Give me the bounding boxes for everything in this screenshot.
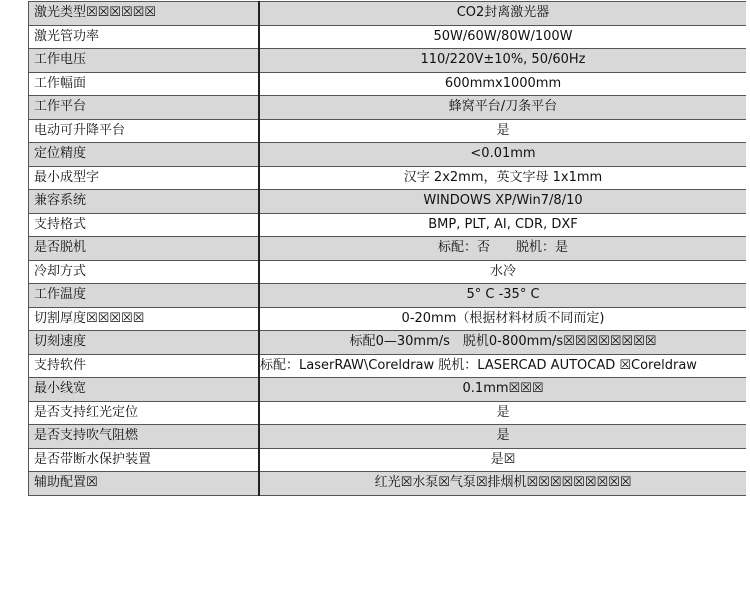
table-row — [29, 166, 747, 190]
table-row — [29, 213, 747, 237]
row-value: 标配：否 脱机：是 — [259, 237, 746, 261]
table-row — [29, 284, 747, 308]
table-row — [29, 96, 747, 120]
row-label: 激光类型☒☒☒☒☒☒ — [29, 2, 260, 26]
row-label: 电动可升降平台 — [29, 119, 260, 143]
table-row — [29, 119, 747, 143]
table-row — [29, 237, 747, 261]
row-label: 最小线宽 — [29, 378, 260, 402]
table-row — [29, 25, 747, 49]
row-label: 工作幅面 — [29, 72, 260, 96]
row-value: CO2封离激光器 — [259, 2, 746, 26]
row-value: 600mmx1000mm — [259, 72, 746, 96]
row-value: 水冷 — [259, 260, 746, 284]
row-value: 5° C -35° C — [259, 284, 746, 308]
row-value: 蜂窝平台/刀条平台 — [259, 96, 746, 120]
row-label: 切割厚度☒☒☒☒☒ — [29, 307, 260, 331]
row-value: <0.01mm — [259, 143, 746, 167]
table-row — [29, 425, 747, 449]
table-row — [29, 448, 747, 472]
row-label: 工作平台 — [29, 96, 260, 120]
table-row — [29, 331, 747, 355]
table-row — [29, 143, 747, 167]
row-value: 是 — [259, 119, 746, 143]
row-label: 最小成型字 — [29, 166, 260, 190]
row-label: 定位精度 — [29, 143, 260, 167]
row-value: BMP, PLT, AI, CDR, DXF — [259, 213, 746, 237]
row-value: 红光☒水泵☒气泵☒排烟机☒☒☒☒☒☒☒☒☒ — [259, 472, 746, 496]
table-row — [29, 2, 747, 26]
row-label: 激光管功率 — [29, 25, 260, 49]
table-row — [29, 401, 747, 425]
table-row — [29, 190, 747, 214]
spec-table — [28, 1, 746, 496]
row-value: 0.1mm☒☒☒ — [259, 378, 746, 402]
row-value: 110/220V±10%, 50/60Hz — [259, 49, 746, 73]
row-label: 支持格式 — [29, 213, 260, 237]
row-value: 标配0—30mm/s 脱机0-800mm/s☒☒☒☒☒☒☒☒ — [259, 331, 746, 355]
table-row — [29, 72, 747, 96]
row-value: 50W/60W/80W/100W — [259, 25, 746, 49]
row-value: WINDOWS XP/Win7/8/10 — [259, 190, 746, 214]
row-label: 是否支持红光定位 — [29, 401, 260, 425]
row-value: 标配：LaserRAW\Coreldraw 脱机：LASERCAD AUTOCAD ☒Coreldraw — [259, 354, 746, 378]
table-row — [29, 307, 747, 331]
row-label: 兼容系统 — [29, 190, 260, 214]
row-value: 0-20mm（根据材料材质不同而定) — [259, 307, 746, 331]
row-label: 工作温度 — [29, 284, 260, 308]
table-row — [29, 49, 747, 73]
row-label: 是否脱机 — [29, 237, 260, 261]
row-value: 是 — [259, 425, 746, 449]
row-label: 是否支持吹气阻燃 — [29, 425, 260, 449]
row-value: 汉字 2x2mm，英文字母 1x1mm — [259, 166, 746, 190]
row-label: 是否带断水保护装置 — [29, 448, 260, 472]
table-row — [29, 354, 747, 378]
row-label: 冷却方式 — [29, 260, 260, 284]
row-label: 辅助配置☒ — [29, 472, 260, 496]
row-label: 支持软件 — [29, 354, 260, 378]
table-row — [29, 378, 747, 402]
row-label: 切刻速度 — [29, 331, 260, 355]
table-row — [29, 260, 747, 284]
row-value: 是☒ — [259, 448, 746, 472]
row-label: 工作电压 — [29, 49, 260, 73]
table-row — [29, 472, 747, 496]
row-value: 是 — [259, 401, 746, 425]
